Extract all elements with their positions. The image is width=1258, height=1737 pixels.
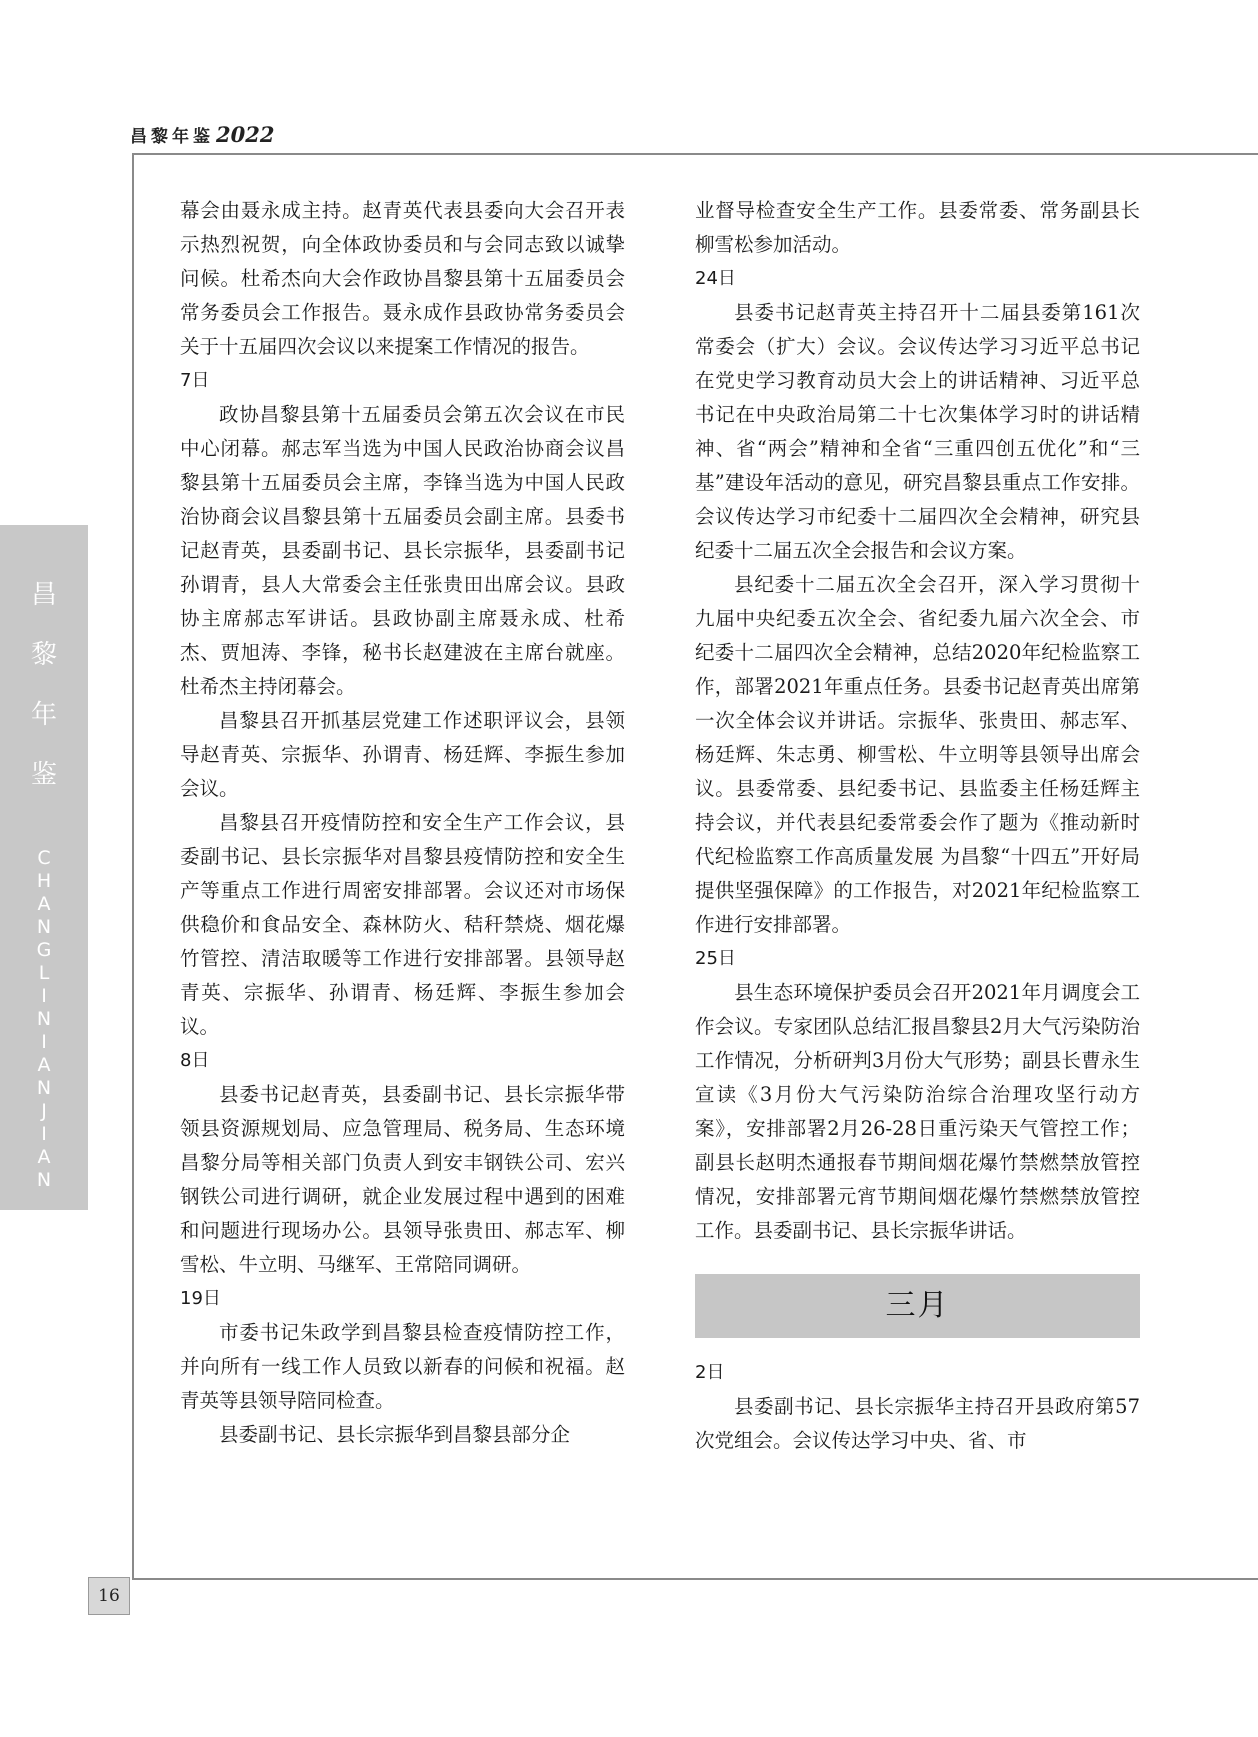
paragraph: 县委书记赵青英，县委副书记、县长宗振华带领县资源规划局、应急管理局、税务局、生态环境昌黎分局等相关部门负责人到安丰钢铁公司、宏兴钢铁公司进行调研，就企业发展过程中遇到的困难和问题进行现场办公。县领导张贵田、郝志军、柳雪松、牛立明、马继军、王常陪同调研。 — [180, 1083, 625, 1276]
left-rule — [132, 153, 134, 1578]
side-tab — [0, 525, 88, 1210]
paragraph: 业督导检查安全生产工作。县委常委、常务副县长柳雪松参加活动。 — [695, 199, 1140, 256]
side-char: 昌 — [30, 580, 57, 610]
paragraph: 昌黎县召开抓基层党建工作述职评议会，县领导赵青英、宗振华、孙谓青、杨廷辉、李振生参加会议。 — [180, 709, 625, 800]
side-letter: A — [37, 1146, 51, 1168]
header-title: 昌黎年鉴 — [130, 127, 214, 147]
side-letter: J — [41, 1100, 47, 1122]
side-tab-chinese — [0, 565, 88, 805]
side-tab-pinyin — [0, 847, 88, 1192]
side-char: 年 — [30, 700, 57, 730]
date-heading: 24日 — [695, 268, 736, 289]
side-letter: N — [36, 1077, 52, 1099]
date-heading: 2日 — [695, 1362, 725, 1383]
side-letter: L — [38, 962, 50, 984]
date-heading: 8日 — [180, 1050, 210, 1071]
side-letter: I — [41, 985, 47, 1007]
paragraph: 县委书记赵青英主持召开十二届县委第161次常委会（扩大）会议。会议传达学习习近平总书记在党史学习教育动员大会上的讲话精神、习近平总书记在中央政治局第二十七次集体学习时的讲话精神、省“两会”精神和全省“三重四创五优化”和“三基”建设年活动的意见，研究昌黎县重点工作安排。会议传达学习市纪委十二届四次全会精神，研究县纪委十二届五次全会报告和会议方案。 — [695, 301, 1140, 562]
date-heading: 25日 — [695, 948, 736, 969]
side-letter: I — [41, 1123, 47, 1145]
side-letter: A — [37, 893, 51, 915]
side-letter: G — [36, 939, 52, 961]
side-letter: A — [37, 1054, 51, 1076]
side-letter: N — [36, 1169, 52, 1191]
paragraph: 县委副书记、县长宗振华主持召开县政府第57次党组会。会议传达学习中央、省、市 — [695, 1395, 1140, 1452]
left-column — [180, 194, 625, 1452]
paragraph: 幕会由聂永成主持。赵青英代表县委向大会召开表示热烈祝贺，向全体政协委员和与会同志致以诚挚问候。杜希杰向大会作政协昌黎县第十五届委员会常务委员会工作报告。聂永成作县政协常务委员会关于十五届四次会议以来提案工作情况的报告。 — [180, 199, 625, 358]
side-char: 鉴 — [30, 760, 57, 790]
paragraph: 昌黎县召开疫情防控和安全生产工作会议，县委副书记、县长宗振华对昌黎县疫情防控和安全生产等重点工作进行周密安排部署。会议还对市场保供稳价和食品安全、森林防火、秸秆禁烧、烟花爆竹管控、清洁取暖等工作进行安排部署。县领导赵青英、宗振华、孙谓青、杨廷辉、李振生参加会议。 — [180, 811, 625, 1038]
paragraph: 市委书记朱政学到昌黎县检查疫情防控工作，并向所有一线工作人员致以新春的问候和祝福。赵青英等县领导陪同检查。 — [180, 1321, 625, 1412]
paragraph: 县纪委十二届五次全会召开，深入学习贯彻十九届中央纪委五次全会、省纪委九届六次全会、市纪委十二届四次全会精神，总结2020年纪检监察工作，部署2021年重点任务。县委书记赵青英出席第一次全体会议并讲话。宗振华、张贵田、郝志军、杨廷辉、朱志勇、柳雪松、牛立明等县领导出席会议。县委常委、县纪委书记、县监委主任杨廷辉主持会议，并代表县纪委常委会作了题为《推动新时代纪检监察工作高质量发展 为昌黎“十四五”开好局提供坚强保障》的工作报告，对2021年纪检监察工作进行安排部署。 — [695, 573, 1140, 936]
page-number: 16 — [88, 1577, 130, 1615]
side-letter: I — [41, 1031, 47, 1053]
month-heading: 三月 — [695, 1274, 1140, 1338]
date-heading: 19日 — [180, 1288, 221, 1309]
top-rule — [132, 153, 1258, 155]
side-letter: H — [36, 870, 52, 892]
side-char: 黎 — [30, 640, 57, 670]
paragraph: 县委副书记、县长宗振华到昌黎县部分企 — [219, 1423, 571, 1446]
side-letter: N — [36, 1008, 52, 1030]
side-letter: C — [37, 847, 51, 869]
running-header — [130, 122, 274, 147]
header-year: 2022 — [216, 122, 275, 147]
side-letter: N — [36, 916, 52, 938]
date-heading: 7日 — [180, 370, 210, 391]
paragraph: 政协昌黎县第十五届委员会第五次会议在市民中心闭幕。郝志军当选为中国人民政治协商会议昌黎县第十五届委员会主席，李锋当选为中国人民政治协商会议昌黎县第十五届委员会副主席。县委书记赵青英，县委副书记、县长宗振华，县委副书记孙谓青，县人大常委会主任张贵田出席会议。县政协主席郝志军讲话。县政协副主席聂永成、杜希杰、贾旭涛、李锋，秘书长赵建波在主席台就座。杜希杰主持闭幕会。 — [180, 403, 625, 698]
paragraph: 县生态环境保护委员会召开2021年月调度会工作会议。专家团队总结汇报昌黎县2月大气污染防治工作情况，分析研判3月份大气形势；副县长曹永生宣读《3月份大气污染防治综合治理攻坚行动方案》，安排部署2月26-28日重污染天气管控工作；副县长赵明杰通报春节期间烟花爆竹禁燃禁放管控情况，安排部署元宵节期间烟花爆竹禁燃禁放管控工作。县委副书记、县长宗振华讲话。 — [695, 981, 1140, 1242]
bottom-rule — [132, 1578, 1258, 1580]
right-column — [695, 194, 1140, 1458]
